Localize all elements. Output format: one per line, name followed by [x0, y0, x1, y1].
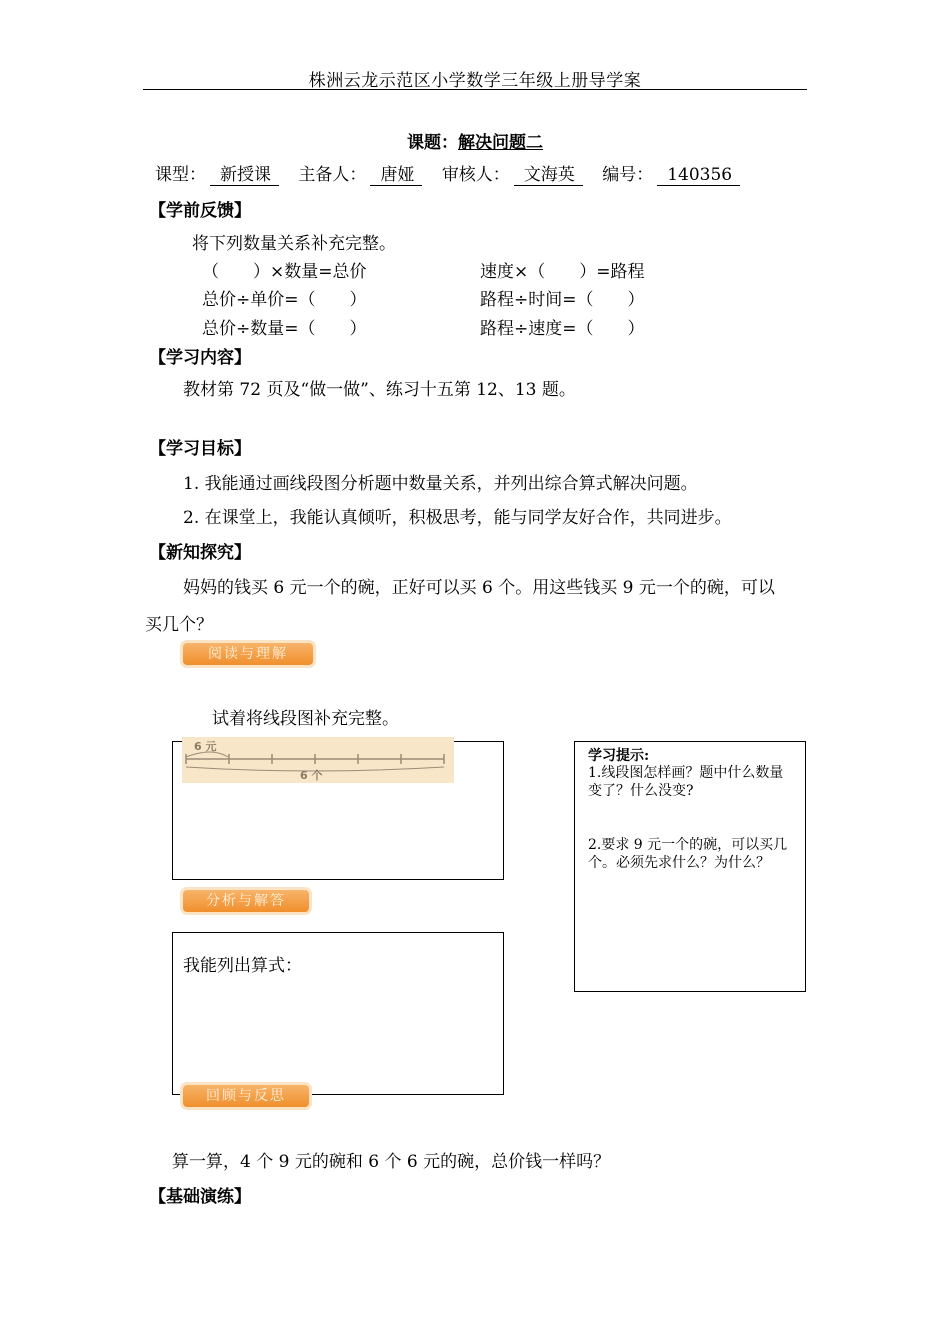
document-header-title: 株洲云龙示范区小学数学三年级上册导学案	[308, 71, 642, 91]
feedback-row-1-left: （ ）×数量=总价	[202, 262, 367, 282]
badge-read-understand: 阅读与理解	[183, 643, 313, 665]
problem-line-1: 妈妈的钱买 6 元一个的碗，正好可以买 6 个。用这些钱买 9 元一个的碗，可以	[183, 578, 775, 598]
feedback-row-3-right: 路程÷速度=（ ）	[480, 319, 645, 339]
preparer-value: 唐娅	[370, 165, 422, 186]
badge-analyze-answer: 分析与解答	[183, 890, 309, 912]
hint-question-1: 1.线段图怎样画？题中什么数量变了？什么没变?	[588, 765, 784, 799]
diagram-instruction: 试着将线段图补充完整。	[212, 709, 399, 729]
lesson-topic	[0, 128, 950, 153]
type-label: 课型：	[155, 165, 206, 185]
topic-value: 解决问题二	[458, 133, 543, 153]
reviewer-value: 文海英	[514, 165, 583, 186]
goal-item-1: 1. 我能通过画线段图分析题中数量关系，并列出综合算式解决问题。	[183, 474, 698, 494]
hint-question-2: 2.要求 9 元一个的碗，可以买几个。必须先求什么？为什么？	[588, 837, 788, 871]
number-label: 编号：	[602, 165, 654, 185]
feedback-row-3-left: 总价÷数量=（ ）	[202, 319, 367, 339]
formula-prompt: 我能列出算式：	[183, 956, 302, 976]
section-content-title: 【学习内容】	[149, 348, 251, 368]
feedback-row-2-left: 总价÷单价=（ ）	[202, 290, 367, 310]
section-practice-title: 【基础演练】	[149, 1187, 251, 1207]
feedback-row-2-right: 路程÷时间=（ ）	[480, 290, 645, 310]
reviewer-label: 审核人：	[441, 165, 510, 185]
feedback-row-1-right: 速度×（ ）=路程	[480, 262, 645, 282]
problem-line-2: 买几个？	[145, 615, 213, 635]
topic-label: 课题：	[407, 133, 458, 153]
segment-diagram-image	[182, 737, 454, 783]
content-text: 教材第 72 页及“做一做”、练习十五第 12、13 题。	[183, 380, 576, 400]
section-goals-title: 【学习目标】	[149, 439, 251, 459]
diagram-label-6-ge: 6 个	[300, 769, 323, 782]
number-value: 140356	[657, 165, 740, 186]
badge-review-reflect: 回顾与反思	[183, 1085, 309, 1107]
header-rule	[143, 89, 807, 90]
diagram-label-6-yuan: 6 元	[194, 740, 217, 753]
hint-title: 学习提示:	[588, 748, 650, 764]
feedback-intro: 将下列数量关系补充完整。	[192, 234, 396, 254]
goal-item-2: 2. 在课堂上，我能认真倾听，积极思考，能与同学友好合作，共同进步。	[183, 508, 732, 528]
lesson-meta	[155, 160, 754, 186]
preparer-label: 主备人：	[298, 165, 367, 185]
section-feedback-title: 【学前反馈】	[149, 201, 251, 221]
type-value: 新授课	[210, 165, 279, 186]
section-explore-title: 【新知探究】	[149, 543, 251, 563]
reflection-question: 算一算，4 个 9 元的碗和 6 个 6 元的碗，总价钱一样吗？	[172, 1152, 611, 1172]
